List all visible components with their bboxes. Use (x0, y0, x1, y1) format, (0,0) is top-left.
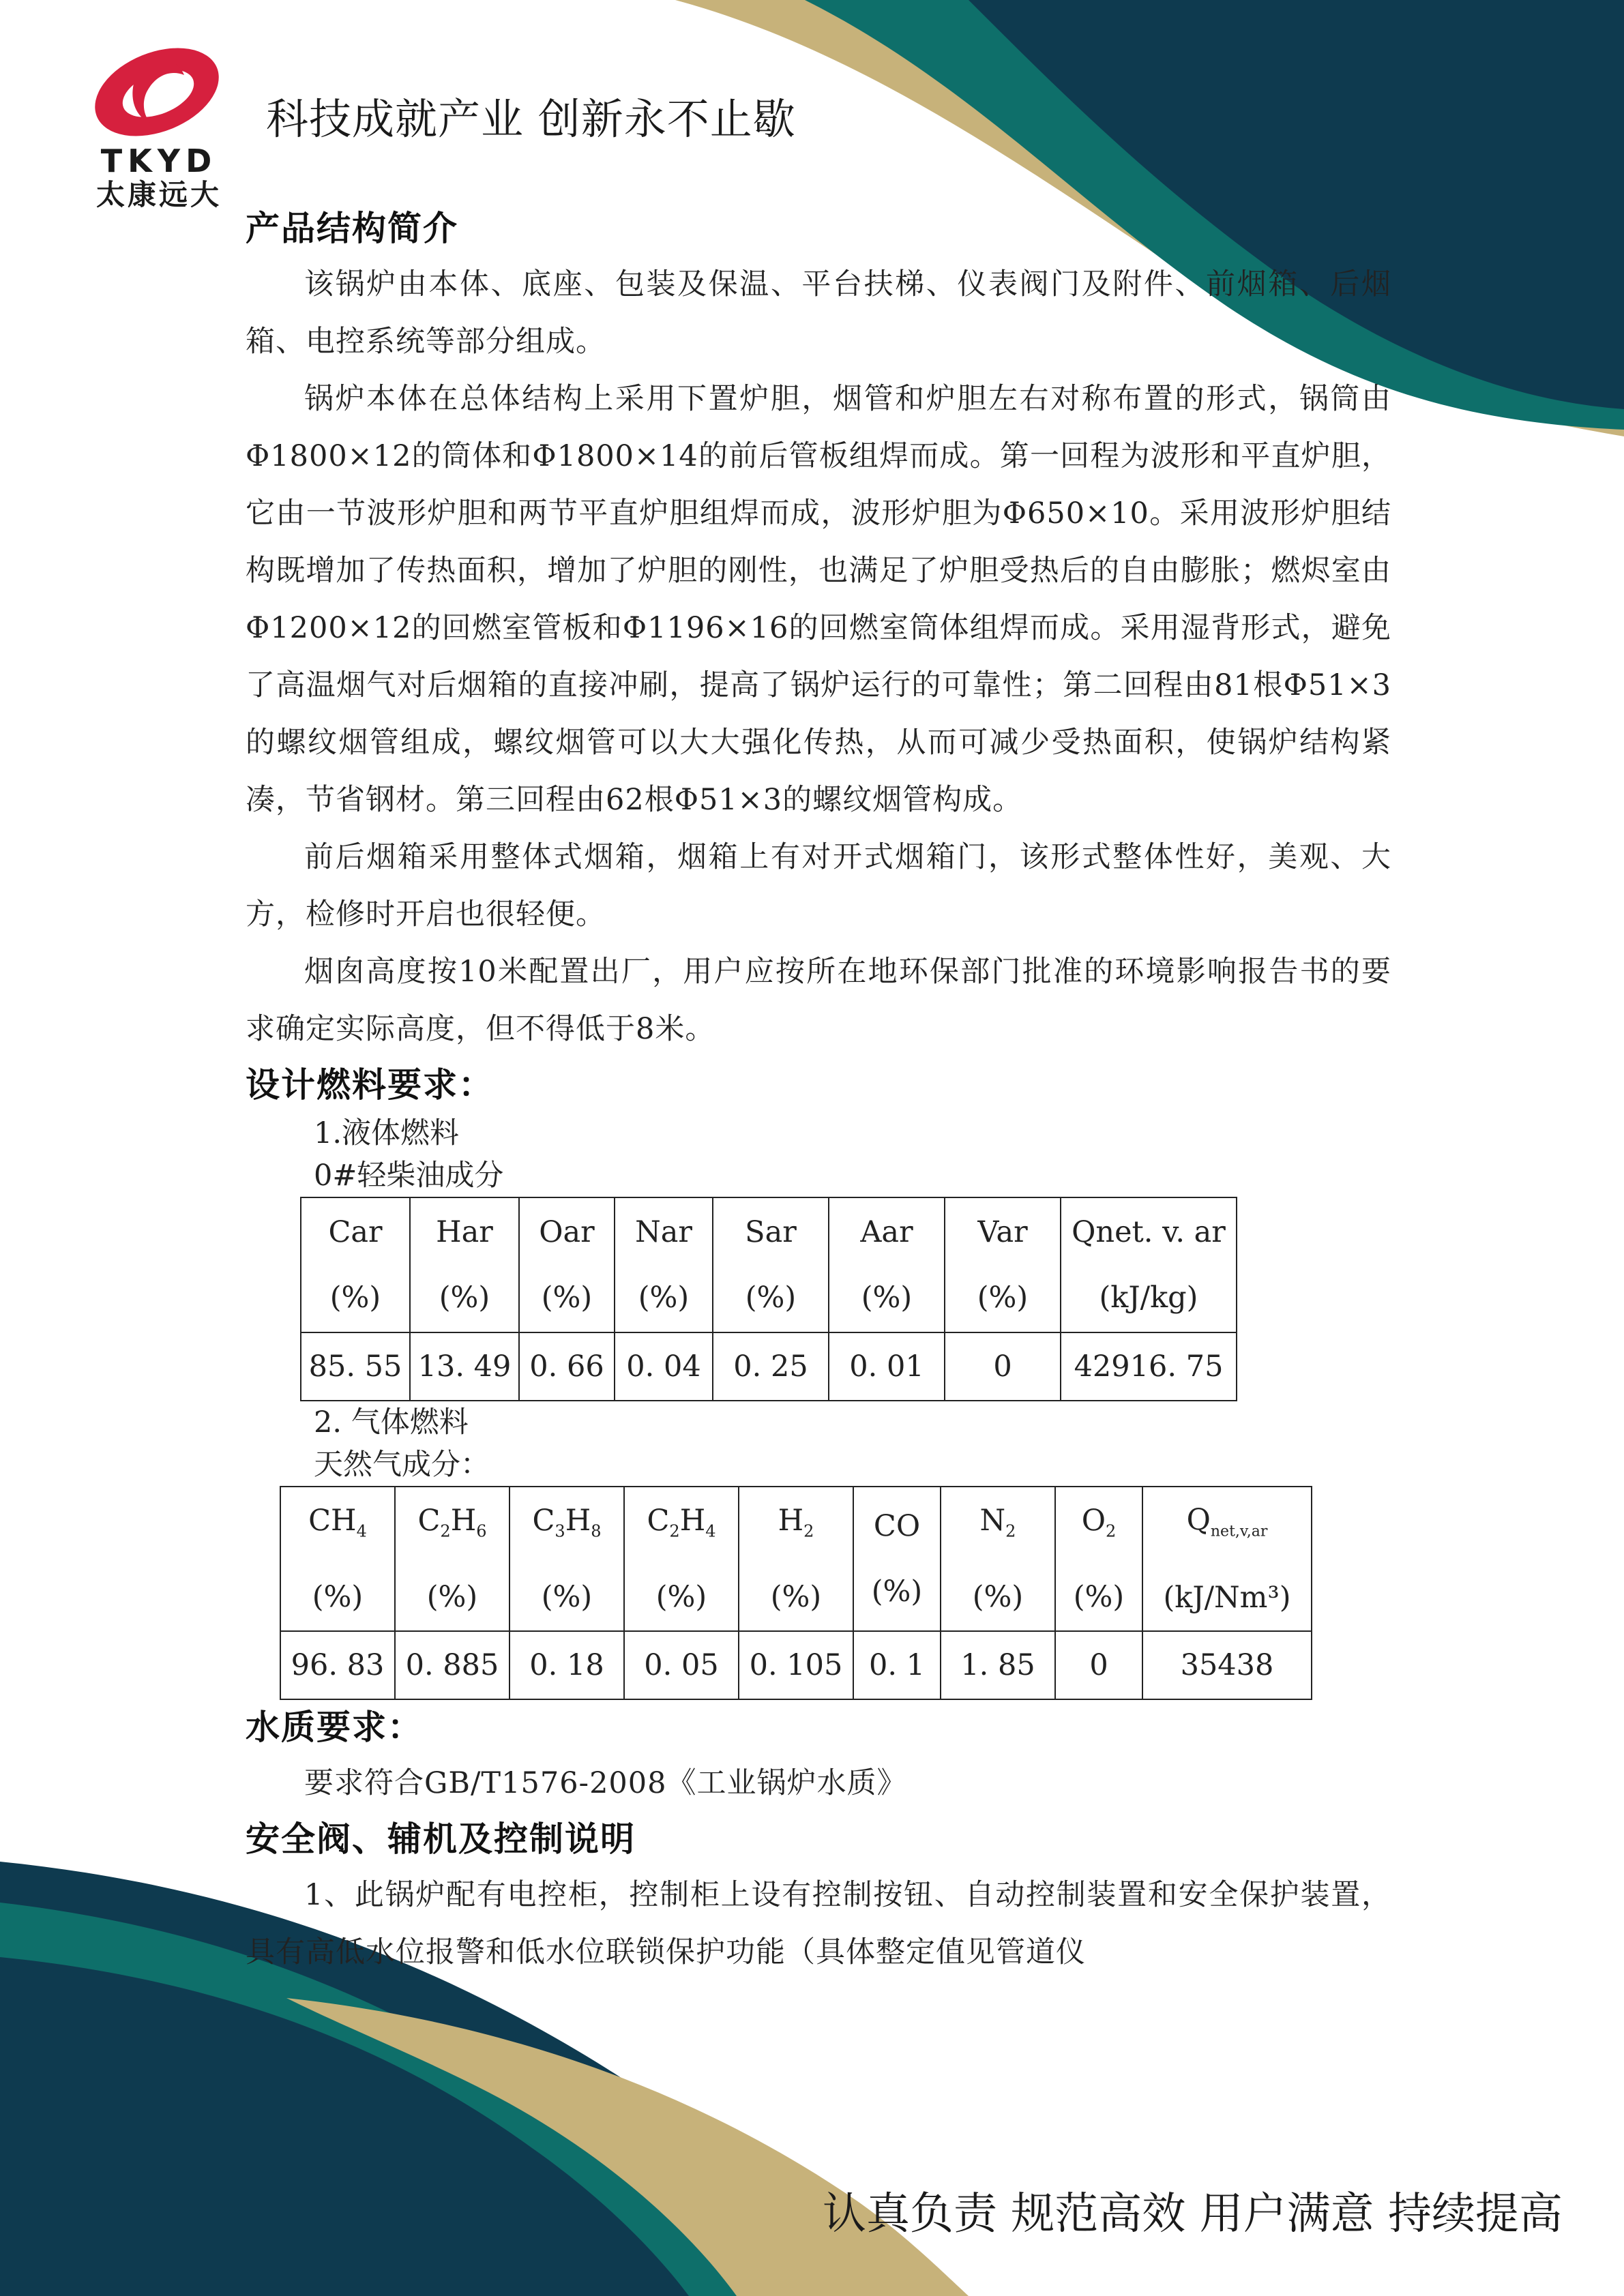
header-cell: Nar (%) (615, 1197, 713, 1332)
structure-paragraph-2: 锅炉本体在总体结构上采用下置炉胆，烟管和炉胆左右对称布置的形式，锅筒由Φ1800×12的筒体和Φ1800×14的前后管板组焊而成。第一回程为波形和平直炉胆，它由一节波形炉胆和两节平直炉胆组焊而成，波形炉胆为Φ650×10。采用波形炉胆结构既增加了传热面积，增加了炉胆的刚性，也满足了炉胆受热后的自由膨胀；燃烬室由Φ1200×12的回燃室管板和Φ1196×16的回燃室筒体组焊而成。采用湿背形式，避免了高温烟气对后烟箱的直接冲刷，提高了锅炉运行的可靠性；第二回程由81根Φ51×3的螺纹烟管组成，螺纹烟管可以大大强化传热，从而可减少受热面积，使锅炉结构紧凑，节省钢材。第三回程由62根Φ51×3的螺纹烟管构成。 (246, 382, 1391, 817)
table-cell: 0. 105 (739, 1631, 853, 1699)
header-cell: $N_2$ (%) (941, 1487, 1055, 1631)
structure-paragraph-1: 该锅炉由本体、底座、包装及保温、平台扶梯、仪表阀门及附件、前烟箱、后烟箱、电控系统等部分组成。 (246, 267, 1391, 359)
section-title-structure: 产品结构简介 (246, 209, 458, 248)
table-header-row (280, 1487, 1312, 1631)
table-cell: 0. 18 (510, 1631, 624, 1699)
header-cell: $C_2H_4$ (%) (624, 1487, 739, 1631)
table-cell: 35438 (1142, 1631, 1312, 1699)
table-cell: 0. 1 (853, 1631, 941, 1699)
liquid-fuel-label: 1.液体燃料 (314, 1116, 460, 1150)
header-cell: Oar (%) (519, 1197, 615, 1332)
header-cell: Qnet. v. ar (kJ/kg) (1061, 1197, 1237, 1332)
table-cell: 0 (945, 1332, 1061, 1401)
liquid-fuel-sub: 0#轻柴油成分 (314, 1159, 504, 1193)
header-cell: Sar (%) (713, 1197, 829, 1332)
header-cell: Car (%) (301, 1197, 410, 1332)
section-title-water: 水质要求： (246, 1707, 423, 1747)
water-paragraph: 要求符合GB/T1576-2008《工业锅炉水质》 (304, 1765, 907, 1800)
table-cell: 0 (1055, 1631, 1142, 1699)
slogan-top: 科技成就产业 创新永不止歇 (266, 94, 796, 144)
header-cell: CO (%) (853, 1487, 941, 1631)
structure-paragraph-3: 前后烟箱采用整体式烟箱，烟箱上有对开式烟箱门，该形式整体性好，美观、大方，检修时开启也很轻便。 (246, 840, 1391, 931)
header-cell: Aar (%) (829, 1197, 945, 1332)
table-cell: 96. 83 (280, 1631, 395, 1699)
header-cell: $H_2$ (%) (739, 1487, 853, 1631)
gas-fuel-sub: 天然气成分： (314, 1448, 490, 1482)
table-row (301, 1332, 1237, 1401)
header-cell: $O_2$ (%) (1055, 1487, 1142, 1631)
table-cell: 42916. 75 (1061, 1332, 1237, 1401)
section-title-safety: 安全阀、辅机及控制说明 (246, 1819, 636, 1859)
table-cell: 1. 85 (941, 1631, 1055, 1699)
header-cell: $CH_4$ (%) (280, 1487, 395, 1631)
slogan-bottom: 认真负责 规范高效 用户满意 持续提高 (822, 2189, 1563, 2239)
table-cell: 0. 04 (615, 1332, 713, 1401)
table-cell: 0. 01 (829, 1332, 945, 1401)
document-body (246, 201, 1391, 1981)
liquid-fuel-table (300, 1197, 1237, 1401)
structure-paragraph-4: 烟囱高度按10米配置出厂，用户应按所在地环保部门批准的环境影响报告书的要求确定实际高度，但不得低于8米。 (246, 955, 1391, 1046)
gas-fuel-table (280, 1486, 1312, 1700)
table-cell: 85. 55 (301, 1332, 410, 1401)
section-title-fuel: 设计燃料要求： (246, 1065, 494, 1105)
table-header-row (301, 1197, 1237, 1332)
header-cell: $Q_{net,v,ar}$ (kJ/Nm³) (1142, 1487, 1312, 1631)
header-cell: Var (%) (945, 1197, 1061, 1332)
table-cell: 0. 66 (519, 1332, 615, 1401)
logo-en: TKYD (100, 143, 218, 179)
logo-text (80, 143, 237, 211)
logo-cn: 太康远大 (95, 178, 222, 211)
table-cell: 13. 49 (410, 1332, 519, 1401)
header-cell: $C_3H_8$ (%) (510, 1487, 624, 1631)
table-row (280, 1631, 1312, 1699)
table-cell: 0. 885 (395, 1631, 510, 1699)
header-cell: Har (%) (410, 1197, 519, 1332)
table-cell: 0. 25 (713, 1332, 829, 1401)
gas-fuel-label: 2. 气体燃料 (314, 1405, 469, 1440)
header-cell: $C_2H_6$ (%) (395, 1487, 510, 1631)
safety-paragraph-1: 1、此锅炉配有电控柜，控制柜上设有控制按钮、自动控制装置和安全保护装置，具有高低水位报警和低水位联锁保护功能（具体整定值见管道仪 (246, 1877, 1391, 1969)
table-cell: 0. 05 (624, 1631, 739, 1699)
